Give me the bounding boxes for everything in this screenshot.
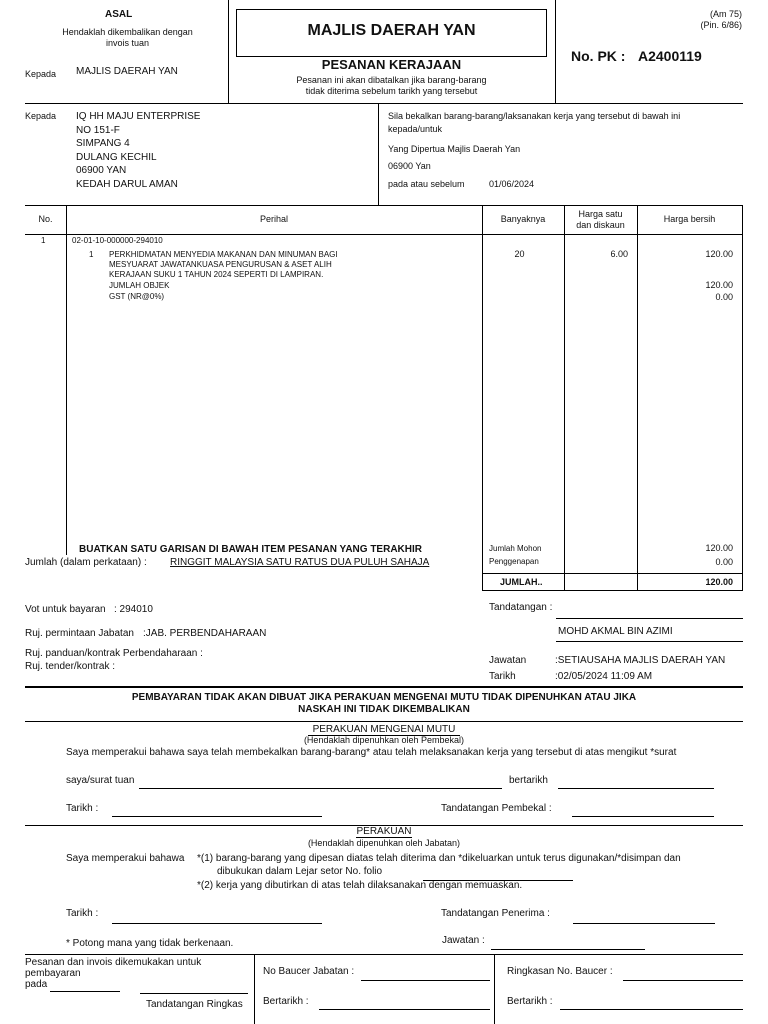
ruj-jabatan-value: :JAB. PERBENDAHARAAN: [143, 628, 267, 639]
dept-cert-statement: Saya memperakui bahawa: [66, 853, 185, 864]
jumlah-mohon-value: 120.00: [705, 543, 733, 553]
summary-voucher-label: Ringkasan No. Baucer :: [507, 966, 613, 977]
supplier-tarikh-field[interactable]: [112, 816, 322, 817]
letter-dated-label: bertarikh: [509, 775, 548, 786]
officer-signature-line[interactable]: [556, 618, 743, 619]
jawatan-value: :SETIAUSAHA MAJLIS DAERAH YAN: [555, 655, 726, 666]
col-header-no: No.: [38, 214, 53, 224]
dept-cert-point-1b: dibukukan dalam Lejar setor No. folio: [217, 866, 383, 877]
summary-dated-label: Bertarikh :: [507, 996, 553, 1007]
supplier-line: SIMPANG 4: [76, 138, 130, 150]
dept-cert-point-2: *(2) kerja yang dibutirkan di atas telah dilaksanakan dengan memuaskan.: [197, 880, 523, 891]
council-title: MAJLIS DAERAH YAN: [307, 22, 476, 39]
cancel-note-1: Pesanan ini akan dibatalkan jika barang-barang: [296, 75, 487, 85]
jumlah-value: 120.00: [705, 577, 733, 587]
deadline-date: 01/06/2024: [489, 179, 535, 189]
supplier-signature-field[interactable]: [572, 816, 714, 817]
signer-name: MOHD AKMAL BIN AZIMI: [558, 626, 673, 637]
item-desc-3: KERAJAAN SUKU 1 TAHUN 2024 SEPERTI DI LAMPIRAN.: [109, 270, 324, 279]
objek-total: 120.00: [705, 280, 733, 290]
underline-note: BUATKAN SATU GARISAN DI BAWAH ITEM PESANAN YANG TERAKHIR: [79, 544, 422, 555]
voucher-field[interactable]: [361, 980, 490, 981]
return-note-1: Hendaklah dikembalikan dengan: [62, 27, 193, 37]
item-number: 1: [89, 250, 94, 259]
warning-line-1: PEMBAYARAN TIDAK AKAN DIBUAT JIKA PERAKUAN MENGENAI MUTU TIDAK DIPENUHKAN ATAU JIKA: [131, 692, 637, 703]
summary-dated-field[interactable]: [560, 1009, 743, 1010]
amount-words-value: RINGGIT MALAYSIA SATU RATUS DUA PULUH SAHAJA: [170, 557, 430, 568]
pk-label: No. PK :: [571, 48, 626, 64]
item-net-price: 120.00: [705, 249, 733, 259]
strike-footnote: * Potong mana yang tidak berkenaan.: [66, 938, 234, 949]
kepada-label: Kepada: [25, 69, 57, 79]
supplier-line: DULANG KECHIL: [76, 151, 157, 163]
am-code: (Am 75): [709, 9, 742, 19]
instruction-line-1: Sila bekalkan barang-barang/laksanakan kerja yang tersebut di bawah ini: [388, 111, 681, 121]
amount-words-label: Jumlah (dalam perkataan) :: [25, 557, 147, 568]
dept-cert-point-1a: *(1) barang-barang yang dipesan diatas telah diterima dan *dikeluarkan untuk terus digunakan/*disimpan dan: [197, 853, 681, 864]
tarikh-value: :02/05/2024 11:09 AM: [555, 671, 653, 682]
item-unit-price: 6.00: [610, 249, 628, 259]
pin-code: (Pin. 6/86): [700, 20, 742, 30]
jawatan-label: Jawatan: [489, 655, 527, 666]
voucher-dated-field[interactable]: [319, 1009, 490, 1010]
row-number: 1: [41, 236, 46, 245]
recipient-postcode: 06900 Yan: [388, 161, 431, 171]
vot-value: : 294010: [114, 604, 153, 615]
form-title: PESANAN KERAJAAN: [321, 57, 462, 72]
quality-cert-title: PERAKUAN MENGENAI MUTU: [312, 724, 456, 735]
kepada-value: MAJLIS DAERAH YAN: [76, 66, 178, 77]
quality-cert-subtitle: (Hendaklah dipenuhkan oleh Pembekal): [303, 735, 465, 745]
dept-tarikh-label: Tarikh :: [66, 908, 99, 919]
deadline-label: pada atau sebelum: [388, 179, 465, 189]
warning-line-2: NASKAH INI TIDAK DIKEMBALIKAN: [298, 704, 470, 715]
col-header-net-price: Harga bersih: [663, 214, 716, 224]
ruj-tender-label: Ruj. tender/kontrak :: [25, 661, 116, 672]
dept-cert-title: PERAKUAN: [356, 826, 412, 837]
asal-label: ASAL: [105, 9, 133, 20]
signer-name-line: [556, 641, 743, 642]
supplier-tarikh-label: Tarikh :: [66, 803, 99, 814]
submitted-note-2: pembayaran: [25, 968, 81, 979]
instruction-line-2: kepada/untuk: [388, 124, 443, 134]
ruj-jabatan-label: Ruj. permintaan Jabatan: [25, 628, 134, 639]
supplier-signature-label: Tandatangan Pembekal :: [441, 803, 552, 814]
cancel-note-2: tidak diterima sebelum tarikh yang tersebut: [305, 86, 478, 96]
supplier-line: NO 151-F: [76, 124, 120, 136]
officer-signature-label: Tandatangan :: [489, 602, 553, 613]
vot-label: Vot untuk bayaran: [25, 604, 106, 615]
recipient-name: Yang Dipertua Majlis Daerah Yan: [388, 144, 521, 154]
supplier-line: KEDAH DARUL AMAN: [76, 178, 178, 190]
receiver-signature-field[interactable]: [573, 923, 715, 924]
quality-cert-statement: Saya memperakui bahawa saya telah membekalkan barang-barang* atau telah melaksanakan kerja yang tersebut di atas mengikut *surat: [66, 747, 677, 758]
voucher-dated-label: Bertarikh :: [263, 996, 309, 1007]
return-note-2: invois tuan: [105, 38, 150, 48]
pk-number: A2400119: [638, 48, 702, 64]
letter-label: saya/surat tuan: [66, 775, 135, 786]
col-header-perihal: Perihal: [259, 214, 288, 224]
letter-date-field[interactable]: [558, 788, 714, 789]
submitted-date-field[interactable]: [50, 991, 120, 992]
gst-value: 0.00: [715, 292, 733, 302]
initial-signature-field[interactable]: [140, 993, 248, 994]
item-desc-1: PERKHIDMATAN MENYEDIA MAKANAN DAN MINUMAN BAGI: [109, 250, 338, 259]
summary-voucher-field[interactable]: [623, 980, 743, 981]
dept-jawatan-field[interactable]: [491, 949, 645, 950]
supplier-line: 06900 YAN: [76, 165, 127, 177]
supplier-address: [76, 110, 200, 192]
tarikh-label: Tarikh: [489, 671, 516, 682]
submitted-note-1: Pesanan dan invois dikemukakan untuk: [25, 957, 202, 968]
initial-signature-label: Tandatangan Ringkas: [146, 999, 243, 1010]
penggenapan-value: 0.00: [715, 557, 733, 567]
jumlah-mohon-label: Jumlah Mohon: [489, 544, 542, 553]
col-header-unit-price-2: dan diskaun: [576, 220, 625, 230]
penggenapan-label: Penggenapan: [489, 557, 539, 566]
receiver-signature-label: Tandatangan Penerima :: [441, 908, 550, 919]
jumlah-label: JUMLAH..: [500, 577, 543, 587]
item-desc-2: MESYUARAT JAWATANKUASA PENGURUSAN & ASET ALIH: [109, 260, 332, 269]
voucher-label: No Baucer Jabatan :: [263, 966, 355, 977]
dept-jawatan-label: Jawatan :: [442, 935, 485, 946]
col-header-unit-price-1: Harga satu: [578, 209, 623, 219]
dept-tarikh-field[interactable]: [112, 923, 322, 924]
letter-ref-field[interactable]: [139, 788, 502, 789]
item-qty: 20: [514, 249, 525, 259]
col-header-qty: Banyaknya: [500, 214, 546, 224]
gst-label: GST (NR@0%): [109, 292, 165, 301]
account-code: 02-01-10-000000-294010: [72, 236, 163, 245]
ruj-panduan-label: Ruj. panduan/kontrak Perbendaharaan :: [25, 648, 203, 659]
dept-cert-subtitle: (Hendaklah dipenuhkan oleh Jabatan): [307, 838, 461, 848]
supplier-label: Kepada: [25, 111, 57, 121]
jumlah-objek-label: JUMLAH OBJEK: [109, 281, 170, 290]
submitted-note-3: pada: [25, 979, 48, 990]
supplier-line: IQ HH MAJU ENTERPRISE: [76, 111, 201, 122]
